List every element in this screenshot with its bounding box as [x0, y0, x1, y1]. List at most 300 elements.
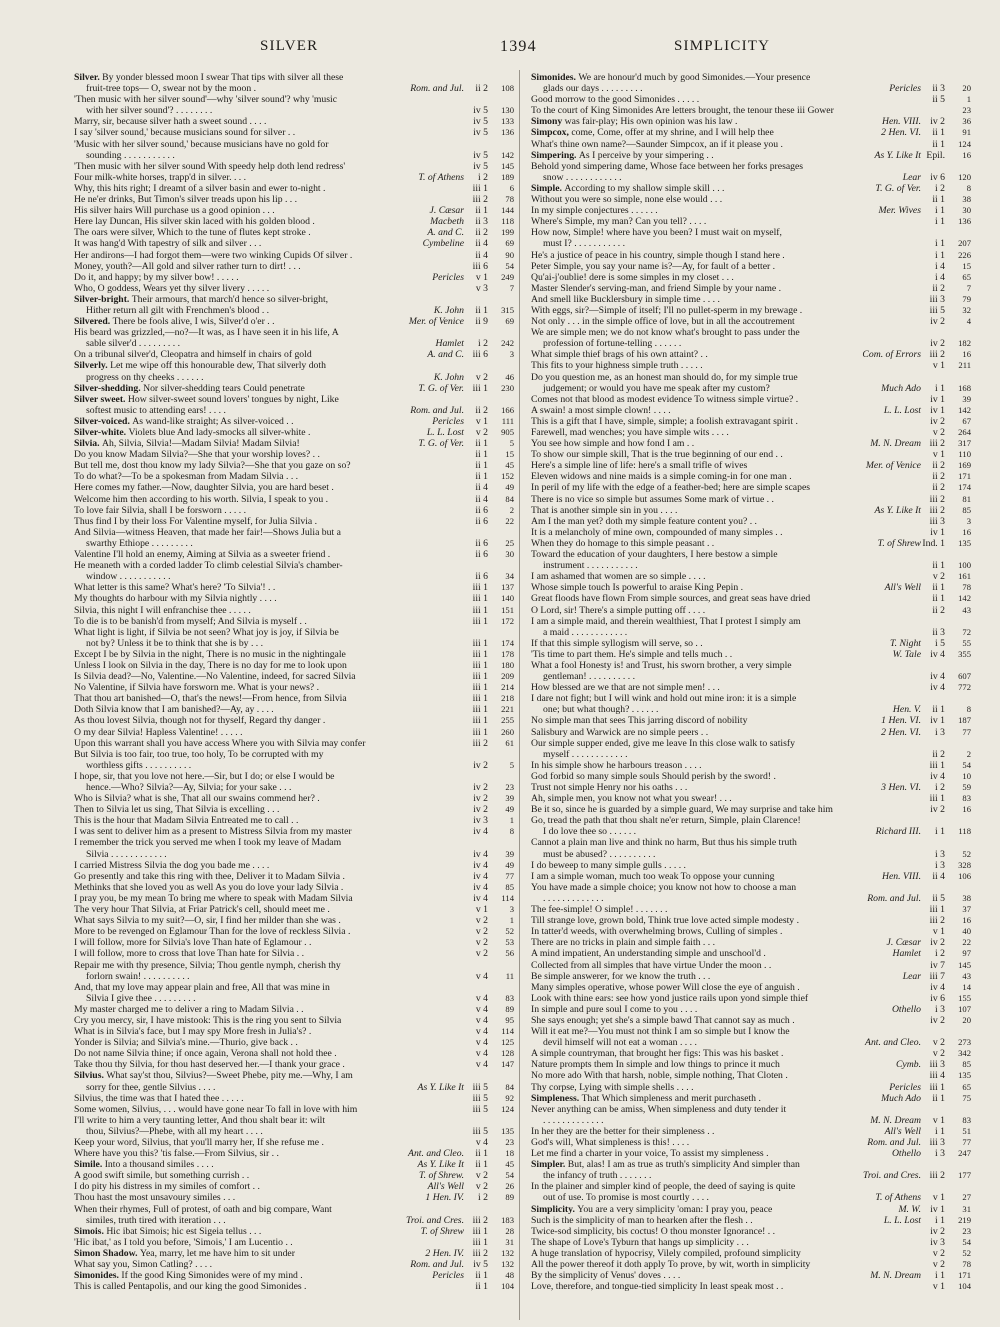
- quote: Thou hast the most unsavoury similes . . .: [74, 1192, 236, 1204]
- play-reference: 1 Hen. IV.: [425, 1192, 464, 1204]
- quote-text: [74, 250, 461, 261]
- line-number: 100: [958, 560, 971, 571]
- line-number: 260: [501, 726, 514, 737]
- concordance-line: [531, 549, 971, 560]
- quote-text: [74, 1026, 461, 1037]
- headword: Silver-voiced.: [74, 415, 133, 427]
- act-scene: ii 1: [932, 582, 945, 594]
- line-number: 118: [501, 216, 514, 227]
- concordance-line: [531, 793, 971, 804]
- left-column: [74, 72, 514, 1292]
- concordance-line: [74, 482, 514, 493]
- quote-text: [74, 893, 461, 904]
- concordance-line: [531, 893, 971, 904]
- column-divider: [519, 70, 520, 1320]
- line-number: 79: [962, 293, 971, 304]
- play-reference: L. L. Lost: [883, 404, 921, 416]
- line-number: 355: [958, 648, 971, 659]
- play-reference: A. and C.: [427, 227, 464, 239]
- quote: similes, truth tired with iteration . . .: [86, 1214, 226, 1226]
- act-scene: iii 1: [472, 615, 488, 627]
- line-number: 53: [505, 937, 514, 948]
- concordance-line: [531, 238, 971, 249]
- act-scene: i 2: [935, 948, 945, 960]
- concordance-line: [531, 1181, 971, 1192]
- quote-text: [531, 1004, 889, 1015]
- act-scene: iv 2: [930, 1014, 945, 1026]
- quote-text: [74, 1037, 461, 1048]
- quote: I am a simple woman, much too weak To oppose your cunning: [531, 870, 775, 882]
- quote: swarthy Ethiope . . . . . . . . .: [86, 537, 193, 549]
- line-number: 34: [505, 571, 514, 582]
- concordance-line: [74, 105, 514, 116]
- concordance-line: [74, 749, 514, 760]
- concordance-line: [531, 605, 971, 616]
- concordance-line: [531, 1226, 971, 1237]
- act-scene: iv 5: [473, 149, 488, 161]
- quote-text: [74, 915, 461, 926]
- line-number: 137: [501, 582, 514, 593]
- play-reference: Rom. and Jul.: [410, 83, 464, 95]
- concordance-line: [74, 205, 514, 216]
- quote: Welcome him then according to his worth. Silvia, I speak to you .: [74, 493, 329, 505]
- act-scene: ii 1: [932, 194, 945, 206]
- concordance-line: [531, 505, 971, 516]
- concordance-line: [74, 593, 514, 604]
- concordance-line: [74, 116, 514, 127]
- concordance-line: [531, 948, 971, 959]
- concordance-line: [531, 449, 971, 460]
- act-scene: v 4: [475, 1059, 488, 1071]
- line-number: 78: [505, 194, 514, 205]
- quote-text: [531, 283, 918, 294]
- quote: Look with thine ears: see how yond justice rails upon yond simple thief: [531, 992, 809, 1004]
- act-scene: iv 5: [473, 1259, 488, 1271]
- quote-text: [531, 815, 918, 826]
- line-number: 52: [962, 1247, 971, 1258]
- act-scene: iii 1: [929, 1081, 945, 1093]
- line-number: 36: [962, 116, 971, 127]
- concordance-line: [531, 1148, 971, 1159]
- quote-text: [74, 1126, 461, 1137]
- concordance-line: [74, 660, 514, 671]
- act-scene: v 2: [932, 1259, 945, 1271]
- quote-text: [74, 1048, 461, 1059]
- quote: a maid . . . . . . . . . . . .: [543, 626, 628, 638]
- quote: All the power thereof it doth apply To prove, by wit, worth in simplicity: [531, 1259, 811, 1271]
- quote-text: [74, 105, 461, 116]
- line-number: 23: [962, 105, 971, 116]
- headword: Simony: [531, 116, 565, 128]
- line-number: 46: [505, 371, 514, 382]
- concordance-line: [74, 1148, 514, 1159]
- play-reference: Rom. and Jul.: [867, 892, 921, 904]
- concordance-line: [531, 771, 971, 782]
- concordance-line: [531, 316, 971, 327]
- quote-text: [74, 305, 431, 316]
- act-scene: iv 7: [930, 959, 945, 971]
- quote-text: [74, 793, 461, 804]
- concordance-line: [74, 971, 514, 982]
- line-number: 172: [501, 615, 514, 626]
- line-number: 178: [501, 648, 514, 659]
- quote: Cry you mercy, sir, I have mistook: This is the ring you sent to Silvia: [74, 1014, 342, 1026]
- act-scene: v 4: [475, 992, 488, 1004]
- line-number: 230: [501, 382, 514, 393]
- act-scene: iii 1: [472, 593, 488, 605]
- concordance-line: [531, 738, 971, 749]
- quote-text: [74, 372, 431, 383]
- quote: I was sent to deliver him as a present to Mistress Silvia from my master: [74, 826, 352, 838]
- act-scene: iii 1: [472, 671, 488, 683]
- quote-text: [74, 715, 461, 726]
- headword: Silver-bright.: [74, 293, 132, 305]
- act-scene: iv 5: [473, 127, 488, 139]
- line-number: 78: [962, 582, 971, 593]
- concordance-line: [531, 494, 971, 505]
- quote-text: [74, 815, 461, 826]
- concordance-line: [531, 915, 971, 926]
- concordance-line: [531, 194, 971, 205]
- quote: To show our simple skill, That is the true beginning of our end . .: [531, 449, 783, 461]
- quote-text: [74, 327, 461, 338]
- quote: He meaneth with a corded ladder To climb celestial Silvia's chamber-: [74, 560, 343, 572]
- quote-text: [531, 1181, 918, 1192]
- concordance-line: [531, 649, 971, 660]
- concordance-line: [74, 815, 514, 826]
- play-reference: T. of Shrew: [420, 1225, 464, 1237]
- concordance-line: [531, 815, 971, 826]
- quote: sorry for thee, gentle Silvius . . . .: [86, 1081, 216, 1093]
- act-scene: iv 5: [473, 160, 488, 172]
- act-scene: i 2: [935, 182, 945, 194]
- concordance-line: [74, 405, 514, 416]
- quote-text: [531, 360, 918, 371]
- line-number: 83: [505, 992, 514, 1003]
- line-number: 132: [501, 1247, 514, 1258]
- quote-text: [531, 338, 918, 349]
- act-scene: iii 1: [929, 759, 945, 771]
- quote: That thou art banished—O, that's the news!—From hence, from Silvia: [74, 693, 347, 705]
- quote-text: [531, 383, 878, 394]
- play-reference: Othello: [891, 1148, 921, 1160]
- quote-text: [531, 727, 878, 738]
- act-scene: iv 5: [473, 116, 488, 128]
- line-number: 168: [958, 382, 971, 393]
- quote-text: [531, 1104, 918, 1115]
- act-scene: iii 1: [472, 693, 488, 705]
- quote: If the good King Simonides were of my mind .: [121, 1270, 303, 1282]
- concordance-line: [531, 482, 971, 493]
- line-number: 128: [501, 1048, 514, 1059]
- quote-text: [531, 349, 859, 360]
- concordance-line: [74, 127, 514, 138]
- act-scene: v 4: [475, 1014, 488, 1026]
- act-scene: iii 1: [472, 715, 488, 727]
- act-scene: iv 2: [930, 937, 945, 949]
- concordance-line: [74, 471, 514, 482]
- line-number: 38: [962, 892, 971, 903]
- play-reference: L. L. Lost: [426, 427, 464, 438]
- quote: To do what?—To be a spokesman from Madam Silvia . . .: [74, 471, 299, 483]
- concordance-line: [74, 571, 514, 582]
- quote-text: [74, 416, 429, 427]
- line-number: 106: [958, 870, 971, 881]
- concordance-line: [74, 1104, 514, 1115]
- quote-text: [531, 449, 918, 460]
- quote: gentleman! . . . . . . . . . .: [543, 671, 636, 683]
- play-reference: Pericles: [432, 1270, 464, 1282]
- quote: I carried Mistress Silvia the dog you bade me . . . .: [74, 859, 270, 871]
- quote: snow . . . . . . . . . . . .: [543, 171, 622, 183]
- quote: was fair-play; His own opinion was his law .: [564, 116, 738, 128]
- concordance-line: [531, 172, 971, 183]
- concordance-line: [531, 327, 971, 338]
- quote: In her they are the better for their simpleness . .: [531, 1125, 715, 1137]
- act-scene: v 4: [475, 1037, 488, 1049]
- concordance-line: [531, 305, 971, 316]
- concordance-line: [531, 1248, 971, 1259]
- line-number: 83: [962, 793, 971, 804]
- line-number: 264: [958, 427, 971, 437]
- line-number: 133: [501, 116, 514, 127]
- concordance-line: [74, 1070, 514, 1081]
- line-number: 32: [962, 304, 971, 315]
- quote: . . . . . . . . . . . . .: [543, 1114, 604, 1126]
- line-number: 171: [958, 471, 971, 482]
- act-scene: ii 2: [932, 482, 945, 494]
- act-scene: i 3: [935, 726, 945, 738]
- quote: I am a simple maid, and therein wealthiest, That I protest I simply am: [531, 615, 801, 627]
- act-scene: iv 3: [473, 815, 488, 827]
- concordance-line: [74, 1048, 514, 1059]
- quote: Thus find I by their loss For Valentine myself, for Julia Silvia .: [74, 515, 318, 527]
- quote: There are no tricks in plain and simple faith . . .: [531, 937, 716, 949]
- concordance-line: [74, 438, 514, 449]
- quote-text: [531, 516, 918, 527]
- header-left-keyword: SILVER: [260, 38, 319, 54]
- quote-text: [531, 505, 872, 516]
- quote: We are honour'd much by good Simonides.—Your presence: [578, 72, 811, 83]
- concordance-line: [531, 1270, 971, 1281]
- quote-text: [531, 693, 918, 704]
- line-number: 328: [958, 859, 971, 870]
- line-number: 8: [966, 182, 971, 193]
- quote: Comes not that blood as modest evidence To witness simple virtue? .: [531, 393, 799, 405]
- quote-text: [74, 849, 461, 860]
- quote-text: [74, 527, 461, 538]
- line-number: 38: [962, 194, 971, 205]
- quote-text: [531, 993, 918, 1004]
- concordance-line: [531, 516, 971, 527]
- act-scene: v 2: [475, 1170, 488, 1182]
- act-scene: iii 3: [929, 293, 945, 305]
- quote-text: [74, 660, 461, 671]
- concordance-line: [531, 349, 971, 360]
- quote: Some women, Silvius, . . . would have gone near To fall in love with him: [74, 1103, 358, 1115]
- quote-text: [74, 1248, 422, 1259]
- line-number: 85: [505, 881, 514, 892]
- quote-text: [74, 1093, 461, 1104]
- concordance-line: [74, 349, 514, 360]
- concordance-line: [74, 826, 514, 837]
- concordance-line: [74, 194, 514, 205]
- right-column: [531, 72, 971, 1292]
- act-scene: i 3: [935, 859, 945, 871]
- concordance-line: [74, 1237, 514, 1248]
- quote: In my simple conjectures . . . . . .: [531, 205, 658, 217]
- concordance-line: [74, 227, 514, 238]
- line-number: 67: [962, 415, 971, 426]
- concordance-line: [531, 593, 971, 604]
- concordance-line: [531, 638, 971, 649]
- quote: What is in Silvia's face, but I may spy More fresh in Julia's? .: [74, 1026, 312, 1038]
- line-number: 317: [958, 438, 971, 449]
- line-number: 2: [509, 504, 514, 515]
- quote-text: [531, 183, 872, 194]
- quote: How now, Simple! where have you been? I must wait on myself,: [531, 227, 782, 239]
- quote: Such is the simplicity of man to hearken after the flesh . .: [531, 1214, 753, 1226]
- line-number: 135: [958, 1070, 971, 1081]
- quote: profession of fortune-telling . . . . . .: [543, 338, 682, 350]
- quote: Money, youth?—All gold and silver rather turn to dirt! . . .: [74, 260, 301, 272]
- quote-text: [531, 116, 879, 127]
- play-reference: J. Cæsar: [429, 205, 464, 217]
- concordance-line: [74, 216, 514, 227]
- concordance-line: [531, 904, 971, 915]
- quote-text: [74, 960, 461, 971]
- act-scene: i 3: [935, 1003, 945, 1015]
- act-scene: i 2: [478, 171, 488, 183]
- quote-text: [74, 383, 415, 394]
- play-reference: As Y. Like It: [874, 149, 921, 161]
- concordance-line: [74, 416, 514, 427]
- act-scene: ii 1: [475, 1148, 488, 1160]
- act-scene: ii 4: [475, 482, 488, 494]
- line-number: 114: [501, 892, 514, 903]
- line-number: 22: [505, 515, 514, 526]
- headword: Simple.: [531, 182, 565, 194]
- concordance-line: [74, 1215, 514, 1226]
- quote-text: [74, 183, 461, 194]
- act-scene: v 2: [475, 948, 488, 960]
- quote: out of use. To promise is most courtly . . . .: [543, 1192, 709, 1204]
- line-number: 147: [501, 1059, 514, 1070]
- line-number: 104: [501, 1281, 514, 1292]
- quote-text: [531, 72, 918, 83]
- play-reference: All's Well: [884, 582, 921, 594]
- quote-text: [531, 771, 918, 782]
- quote: There be fools alive, I wis, Silver'd o'er . .: [112, 316, 275, 328]
- line-number: 49: [505, 482, 514, 493]
- quote-text: [74, 1070, 461, 1081]
- quote-text: [531, 1192, 872, 1203]
- line-number: 111: [501, 415, 514, 426]
- quote-text: [531, 1070, 918, 1081]
- quote-text: [74, 1226, 418, 1237]
- concordance-line: [74, 582, 514, 593]
- quote: By yonder blessed moon I swear That tips with silver all these: [102, 72, 344, 83]
- line-number: 23: [505, 782, 514, 792]
- concordance-line: [74, 627, 514, 638]
- act-scene: ii 2: [932, 471, 945, 483]
- quote: Till strange love, grown bold, Think true love acted simple modesty .: [531, 915, 799, 927]
- line-number: 95: [505, 1014, 514, 1025]
- concordance-line: [531, 294, 971, 305]
- headword: Silver sweet.: [74, 393, 128, 405]
- line-number: 97: [962, 948, 971, 959]
- quote: It is a melancholy of mine own, compounded of many simples . .: [531, 526, 783, 538]
- concordance-line: [531, 1192, 971, 1203]
- quote: What simple thief brags of his own attaint? . .: [531, 349, 708, 361]
- quote: Whose simple touch Is powerful to araise King Pepin .: [531, 582, 744, 594]
- concordance-line: [531, 205, 971, 216]
- line-number: 45: [505, 1159, 514, 1170]
- quote: To die is to be banish'd from myself; And Silvia is myself . .: [74, 615, 307, 627]
- play-reference: M. N. Dream: [870, 1114, 921, 1126]
- quote-text: [74, 1192, 422, 1203]
- play-reference: M. W.: [898, 1203, 921, 1215]
- concordance-line: [531, 937, 971, 948]
- quote: devil himself will not eat a woman . . . .: [543, 1037, 697, 1049]
- concordance-line: [531, 338, 971, 349]
- quote: Many simples operative, whose power Will close the eye of anguish .: [531, 981, 800, 993]
- act-scene: ii 3: [932, 83, 945, 95]
- quote-text: [74, 72, 461, 83]
- quote-text: [74, 1181, 425, 1192]
- quote-text: [74, 1159, 415, 1170]
- quote: The shape of Love's Tyburn that hangs up simplicity . . .: [531, 1236, 749, 1248]
- line-number: 151: [501, 604, 514, 615]
- act-scene: iv 2: [930, 804, 945, 816]
- quote: God's will, What simpleness is this! . . . .: [531, 1137, 690, 1148]
- quote-text: [531, 83, 886, 94]
- act-scene: iii 5: [472, 1103, 488, 1115]
- act-scene: ii 3: [475, 216, 488, 228]
- concordance-line: [531, 1159, 971, 1170]
- line-number: 27: [962, 1192, 971, 1203]
- act-scene: ii 1: [475, 1159, 488, 1171]
- act-scene: v 1: [932, 1192, 945, 1204]
- line-number: 16: [962, 349, 971, 360]
- line-number: 15: [505, 449, 514, 460]
- line-number: 11: [505, 970, 514, 981]
- line-number: 114: [501, 1026, 514, 1037]
- act-scene: i 4: [935, 260, 945, 272]
- quote-text: [531, 1115, 867, 1126]
- concordance-line: [74, 1204, 514, 1215]
- quote: must I? . . . . . . . . . . .: [543, 238, 626, 250]
- act-scene: iv 4: [473, 826, 488, 838]
- play-reference: W. Tale: [892, 648, 921, 660]
- concordance-line: [531, 560, 971, 571]
- quote: He ne'er drinks, But Timon's silver treads upon his lip . . .: [74, 194, 298, 206]
- quote: In simple and pure soul I come to you . . . .: [531, 1003, 698, 1015]
- quote: His silver hairs Will purchase us a good opinion . . .: [74, 205, 275, 217]
- headword: Silvius.: [74, 1070, 107, 1082]
- quote-text: [74, 139, 461, 150]
- act-scene: v 2: [475, 937, 488, 949]
- quote: Twice-sod simplicity, bis coctus! O thou monster Ignorance! . .: [531, 1225, 776, 1237]
- act-scene: ii 2: [475, 83, 488, 95]
- act-scene: i 1: [935, 249, 945, 261]
- quote-text: [74, 471, 461, 482]
- line-number: 107: [958, 1003, 971, 1014]
- line-number: 124: [501, 1103, 514, 1114]
- quote-text: [531, 760, 918, 771]
- concordance-line: [531, 183, 971, 194]
- line-number: 145: [501, 160, 514, 171]
